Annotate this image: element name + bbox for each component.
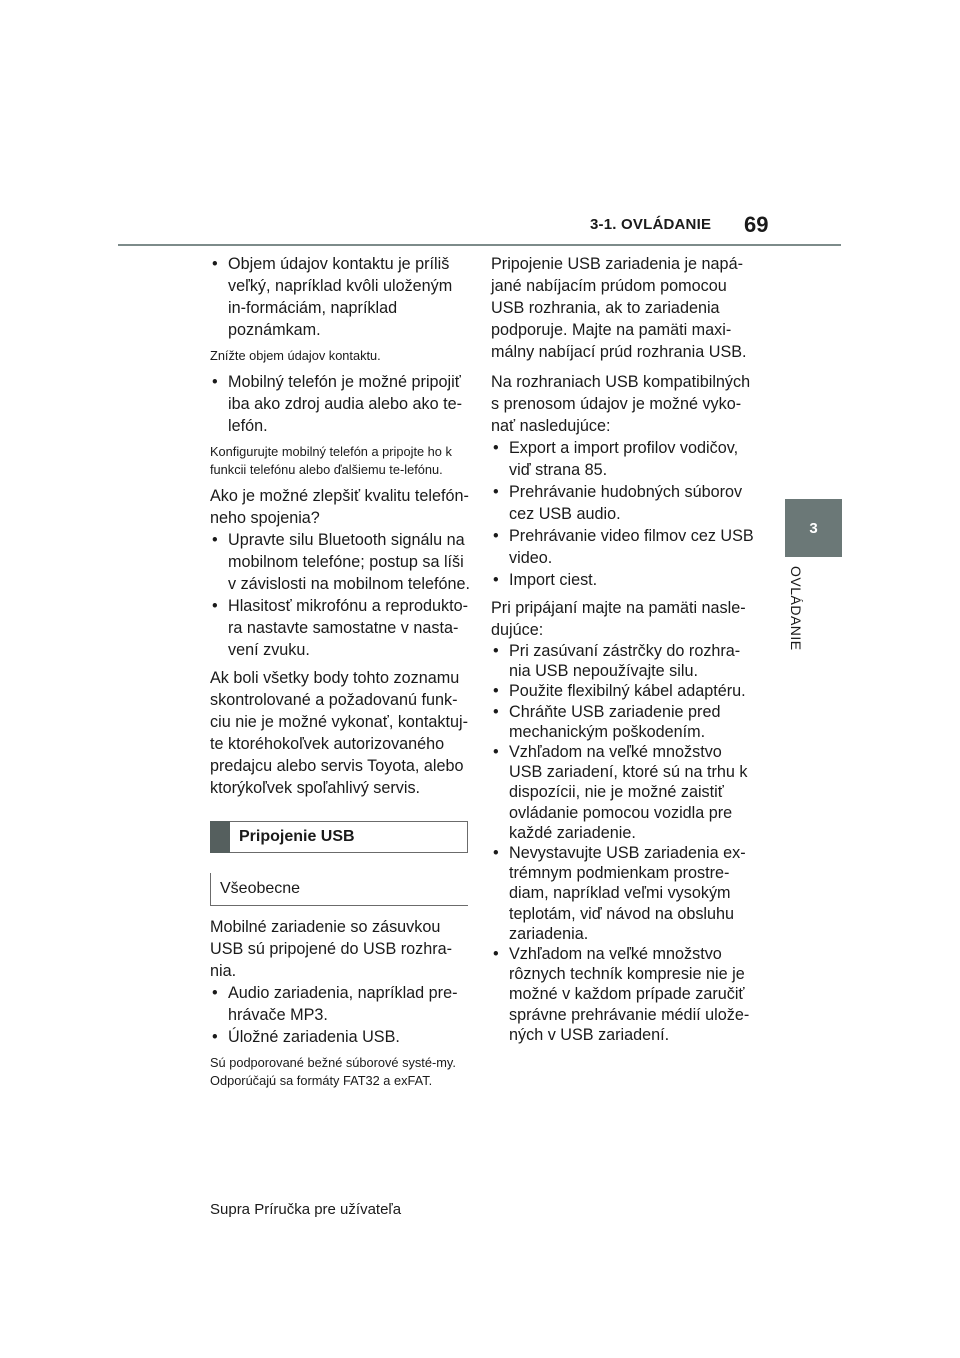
paragraph: Pripojenie USB zariadenia je napá-jané nabíjacím prúdom pomocou USB rozhrania, ak to zariadenia podporuje. Majte na pamäti maxi-málny nabíjací prúd rozhrania USB. bbox=[491, 255, 747, 361]
bullet-list bbox=[491, 437, 756, 591]
section-heading bbox=[210, 821, 468, 853]
bullet-item: • Nevystavujte USB zariadenia ex-trémnym podmienkam prostre-diam, napríklad veľmi vysokým teplotám, viď návod na obsluhu zariadenia. bbox=[491, 843, 756, 944]
bullet-item: • Použite flexibilný kábel adaptéru. bbox=[491, 681, 756, 701]
header-rule bbox=[118, 244, 841, 246]
bullet-item: • Pri zasúvaní zástrčky do rozhra-nia USB nepoužívajte silu. bbox=[491, 641, 756, 681]
running-header-section: 3-1. OVLÁDANIE bbox=[590, 216, 712, 233]
bullet-item: • Vzhľadom na veľké množstvo rôznych techník kompresie nie je možné v každom prípade zaručiť správne prehrávanie médií ulože-ných v USB zariadení. bbox=[491, 944, 756, 1045]
bullet-list bbox=[491, 641, 756, 1045]
bullet-item: • Hlasitosť mikrofónu a reprodukto-ra nastavte samostatne v nasta-vení zvuku. bbox=[210, 595, 472, 661]
bullet-item: • Upravte silu Bluetooth signálu na mobilnom telefóne; postup sa líši v závislosti na mobilnom telefóne. bbox=[210, 529, 472, 595]
section-heading-bar bbox=[210, 821, 230, 853]
right-column bbox=[491, 253, 756, 1051]
bullet-item: • Mobilný telefón je možné pripojiť iba ako zdroj audia alebo ako te-lefón. bbox=[210, 371, 472, 437]
chapter-tab[interactable] bbox=[785, 499, 842, 557]
bullet-list bbox=[210, 253, 472, 341]
chapter-tab-number: 3 bbox=[809, 519, 818, 537]
left-column bbox=[210, 253, 472, 1096]
bullet-item: • Vzhľadom na veľké množstvo USB zariadení, ktoré sú na trhu k dispozícii, nie je možné zaistiť ovládanie pomocou vozidla pre každé zariadenie. bbox=[491, 742, 756, 843]
subsection-heading-title: Všeobecne bbox=[220, 880, 301, 897]
bullet-item: • Úložné zariadenia USB. bbox=[210, 1026, 472, 1048]
bullet-list bbox=[210, 529, 472, 661]
paragraph: Na rozhraniach USB kompatibilných s prenosom údajov je možné vyko-nať nasledujúce: bbox=[491, 373, 751, 435]
chapter-side-label: OVLÁDANIE bbox=[788, 566, 804, 651]
note-text: Znížte objem údajov kontaktu. bbox=[210, 348, 381, 363]
section-heading-title: Pripojenie USB bbox=[239, 828, 355, 845]
bullet-item: • Import ciest. bbox=[491, 569, 756, 591]
subsection-heading bbox=[210, 873, 468, 906]
paragraph: Ak boli všetky body tohto zoznamu skontrolované a požadovanú funk-ciu nie je možné vykonať, kontaktuj-te ktoréhokoľvek autorizovaného predajcu alebo servis Toyota, alebo ktorýkoľvek spoľahlivý servis. bbox=[210, 669, 469, 797]
note-text: Sú podporované bežné súborové systé-my. Odporúčajú sa formáty FAT32 a exFAT. bbox=[210, 1055, 456, 1088]
paragraph: Pri pripájaní majte na pamäti nasle-dujúce: bbox=[491, 599, 746, 639]
note-text: Konfigurujte mobilný telefón a pripojte ho k funkcii telefónu alebo ďalšiemu te-lefónu. bbox=[210, 444, 452, 477]
bullet-item: • Chráňte USB zariadenie pred mechanickým poškodením. bbox=[491, 702, 756, 742]
bullet-item: • Export a import profilov vodičov, viď strana 85. bbox=[491, 437, 756, 481]
bullet-item: • Audio zariadenia, napríklad pre-hrávače MP3. bbox=[210, 982, 472, 1026]
bullet-list bbox=[210, 982, 472, 1048]
bullet-item: • Prehrávanie video filmov cez USB video. bbox=[491, 525, 756, 569]
bullet-item: • Objem údajov kontaktu je príliš veľký, napríklad kvôli uloženým in-formáciám, napríklad poznámkam. bbox=[210, 253, 472, 341]
bullet-item: • Prehrávanie hudobných súborov cez USB audio. bbox=[491, 481, 756, 525]
footer-text: Supra Príručka pre užívateľa bbox=[210, 1201, 402, 1218]
bullet-list bbox=[210, 371, 472, 437]
paragraph: Ako je možné zlepšiť kvalitu telefón-neho spojenia? bbox=[210, 487, 469, 527]
paragraph: Mobilné zariadenie so zásuvkou USB sú pripojené do USB rozhra-nia. bbox=[210, 918, 453, 980]
page-number: 69 bbox=[744, 212, 769, 237]
